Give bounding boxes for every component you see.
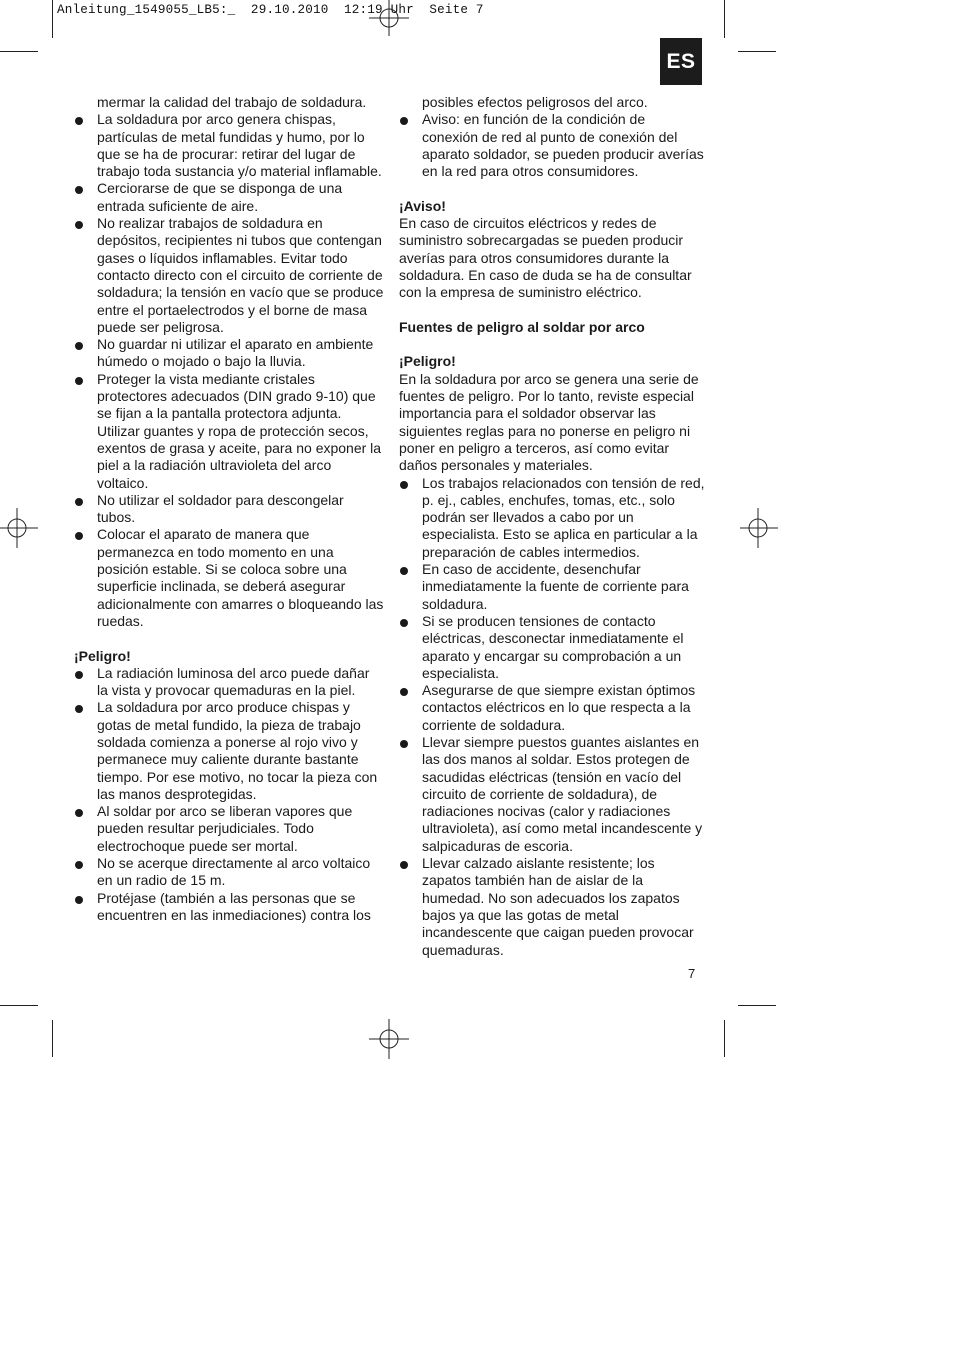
list-item: No se acerque directamente al arco voltaico en un radio de 15 m. <box>74 855 384 890</box>
crop-mark-bottom-right-v <box>724 1020 725 1057</box>
list-item: La radiación luminosa del arco puede dañar la vista y provocar quemaduras en la piel. <box>74 665 384 700</box>
print-slug: Anleitung_1549055_LB5:_ 29.10.2010 12:19 Uhr Seite 7 <box>57 3 484 17</box>
list-item: Colocar el aparato de manera que permanezca en todo momento en una posición estable. Si se coloca sobre una superficie inclinada, se deberá asegurar adicionalmente con amarres o bloqueando las ruedas. <box>74 526 384 630</box>
left-column <box>74 94 384 924</box>
list-item: No guardar ni utilizar el aparato en ambiente húmedo o mojado o bajo la lluvia. <box>74 336 384 371</box>
list-item: Al soldar por arco se liberan vapores que pueden resultar perjudiciales. Todo electrochoque puede ser mortal. <box>74 803 384 855</box>
list-item: Los trabajos relacionados con tensión de red, p. ej., cables, enchufes, tomas, etc., solo podrán ser llevados a cabo por un especialista. Esto se aplica en particular a la preparación de cables intermedios. <box>399 475 705 561</box>
list-item: Aviso: en función de la condición de conexión de red al punto de conexión del aparato soldador, se pueden producir averías en la red para otros consumidores. <box>399 111 705 180</box>
continuation-text: mermar la calidad del trabajo de soldadura. <box>97 94 367 110</box>
page-number: 7 <box>688 966 696 981</box>
list-item: Protéjase (también a las personas que se encuentren en las inmediaciones) contra los <box>74 890 384 925</box>
list-item: Llevar siempre puestos guantes aislantes en las dos manos al soldar. Estos protegen de sacudidas eléctricas (tensión en vacío del circuito de corriente de soldadura), de radiaciones nocivas (calor y radiaciones ultravioleta), así como metal incandescente y salpicaduras de escoria. <box>399 734 705 855</box>
crop-mark-top-left-h <box>0 51 38 52</box>
continuation-text: posibles efectos peligrosos del arco. <box>422 94 648 110</box>
registration-mark-right-icon <box>738 508 778 548</box>
right-column <box>399 94 705 959</box>
spacer <box>399 336 705 353</box>
spacer <box>399 180 705 197</box>
crop-mark-bottom-right-h <box>738 1005 776 1006</box>
notice-heading: ¡Aviso! <box>399 197 446 214</box>
list-item: Proteger la vista mediante cristales protectores adecuados (DIN grado 9-10) que se fijan a la pantalla protectora adjunta. Utilizar guantes y ropa de protección secos, exentos de grasa y aceite, para no exponer la piel a la radiación ultravioleta del arco voltaico. <box>74 371 384 492</box>
notice-paragraph: En caso de circuitos eléctricos y redes de suministro sobrecargadas se pueden producir averías para otros consumidores durante la soldadura. En caso de duda se ha de consultar con la empresa de suministro eléctrico. <box>399 215 692 301</box>
crop-mark-bottom-left-h <box>0 1005 38 1006</box>
language-tab: ES <box>660 38 702 85</box>
list-item: En caso de accidente, desenchufar inmediatamente la fuente de corriente para soldadura. <box>399 561 705 613</box>
crop-mark-top-left-v <box>52 0 53 38</box>
warning-heading: ¡Peligro! <box>74 647 131 664</box>
spacer <box>399 302 705 319</box>
registration-mark-left-icon <box>0 508 40 548</box>
section-heading: Fuentes de peligro al soldar por arco <box>399 318 645 335</box>
crop-mark-bottom-left-v <box>52 1020 53 1057</box>
list-item: La soldadura por arco produce chispas y gotas de metal fundido, la pieza de trabajo soldada comienza a ponerse al rojo vivo y permanece muy caliente durante bastante tiempo. Por ese motivo, no tocar la pieza con las manos desprotegidas. <box>74 699 384 803</box>
crop-mark-top-right-h <box>738 51 776 52</box>
registration-mark-top-icon <box>369 0 409 40</box>
registration-mark-bottom-icon <box>369 1019 409 1059</box>
list-item: No realizar trabajos de soldadura en depósitos, recipientes ni tubos que contengan gases o líquidos inflamables. Evitar todo contacto directo con el circuito de corriente de soldadura; la tensión en vacío que se produce entre el portaelectrodos y el borne de masa puede ser peligrosa. <box>74 215 384 336</box>
list-item: No utilizar el soldador para descongelar tubos. <box>74 492 384 527</box>
danger-heading: ¡Peligro! <box>399 353 456 370</box>
crop-mark-top-right-v <box>724 0 725 38</box>
list-item: Llevar calzado aislante resistente; los zapatos también han de aislar de la humedad. No son adecuados los zapatos bajos ya que las gotas de metal incandescente que caigan pueden provocar quemaduras. <box>399 855 705 959</box>
danger-paragraph: En la soldadura por arco se genera una serie de fuentes de peligro. Por lo tanto, reviste especial importancia para el soldador observar las siguientes reglas para no ponerse en peligro ni poner en peligro a terceros, así como evitar daños personales y materiales. <box>399 370 699 474</box>
list-item: Cerciorarse de que se disponga de una entrada suficiente de aire. <box>74 180 384 215</box>
spacer <box>74 630 384 647</box>
list-item: La soldadura por arco genera chispas, partículas de metal fundidas y humo, por lo que se ha de procurar: retirar del lugar de trabajo toda sustancia y/o material inflamable. <box>74 111 384 180</box>
list-item: Asegurarse de que siempre existan óptimos contactos eléctricos en lo que respecta a la corriente de soldadura. <box>399 682 705 734</box>
list-item: Si se producen tensiones de contacto eléctricas, desconectar inmediatamente el aparato y encargar su comprobación a un especialista. <box>399 613 705 682</box>
